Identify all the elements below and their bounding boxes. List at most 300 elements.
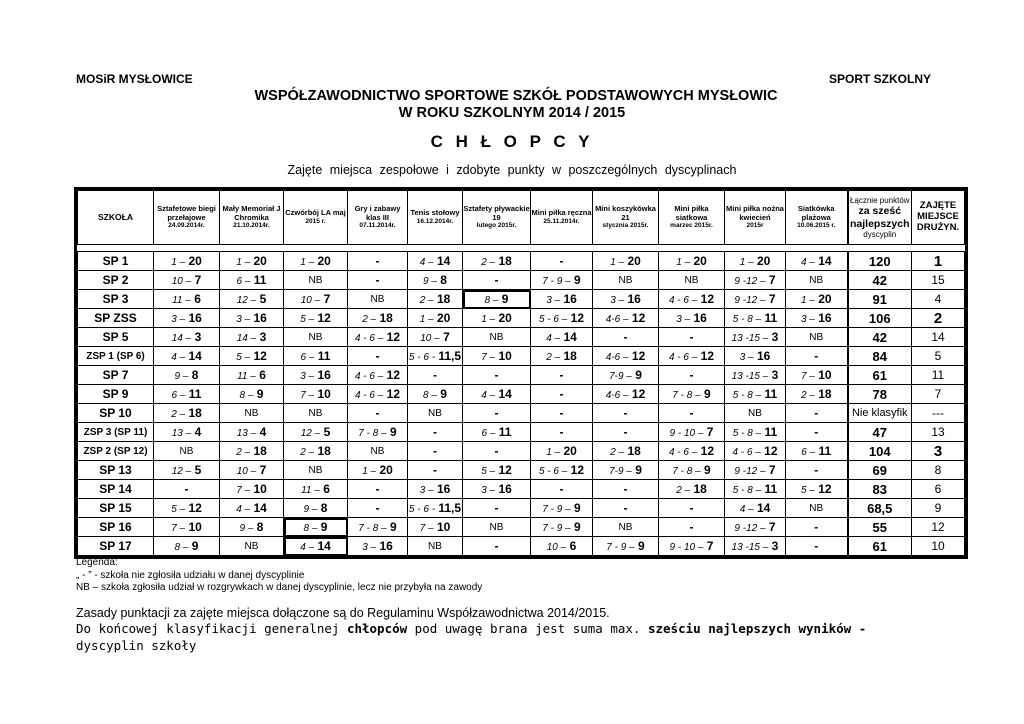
points-value: 12 — [631, 349, 646, 363]
points-value: 16 — [379, 539, 393, 553]
result-cell — [725, 366, 786, 385]
result-cell: NB — [408, 404, 463, 423]
result-cell — [725, 309, 786, 328]
final-place: 9 — [912, 499, 965, 518]
place-value: 7-9 – — [609, 466, 632, 477]
points-value: 7 — [706, 539, 714, 553]
result-cell — [463, 423, 531, 442]
discipline-name: Mini piłka nożna kwiecień — [726, 204, 784, 222]
place-value: 10 – — [420, 333, 440, 344]
place-value: 12 – — [236, 295, 257, 306]
points-value: 14 — [563, 330, 577, 344]
discipline-date: 2015r — [746, 222, 764, 230]
place-value: 3 – — [419, 485, 434, 496]
result-cell: - — [786, 461, 848, 480]
result-cell — [154, 499, 220, 518]
result-cell: NB — [786, 499, 848, 518]
classification-note-part2: pod uwagę brana jest suma max. — [407, 621, 648, 636]
points-value: 11,5 — [438, 349, 462, 363]
place-value: 1 – — [800, 295, 815, 306]
school-name: SP 1 — [78, 252, 154, 271]
place-value: 4 – — [419, 257, 434, 268]
result-cell: - — [154, 480, 220, 499]
place-value: 9 - 10 – — [669, 428, 704, 439]
school-name: ZSP 3 (SP 11) — [78, 423, 154, 442]
discipline-date: 2015 r. — [305, 218, 326, 226]
result-cell — [725, 423, 786, 442]
points-value: 18 — [693, 482, 707, 496]
result-cell: - — [659, 499, 725, 518]
place-value: 3 – — [739, 352, 754, 363]
points-value: 9 — [635, 368, 642, 382]
points-value: 3 — [771, 330, 779, 344]
place-value: 4 – — [300, 542, 315, 553]
school-name: SP 9 — [78, 385, 154, 404]
result-cell: NB — [284, 328, 348, 347]
result-cell — [408, 252, 463, 271]
place-value: 12 – — [300, 428, 321, 439]
school-name: SP 13 — [78, 461, 154, 480]
result-cell: - — [531, 366, 593, 385]
points-value: 9 — [704, 463, 711, 477]
points-value: 18 — [818, 387, 832, 401]
total-points: 84 — [848, 347, 912, 366]
result-cell: - — [408, 366, 463, 385]
classification-note-bold1: chłopców — [346, 621, 408, 636]
result-cell: - — [659, 518, 725, 537]
discipline-name: Sztafety pływackie 19 — [463, 204, 530, 222]
school-name: SP 14 — [78, 480, 154, 499]
place-value: 5 – — [481, 466, 496, 477]
gap-cell — [154, 245, 220, 252]
place-value: 2 – — [800, 390, 815, 401]
result-cell — [348, 518, 408, 537]
school-year-title: W ROKU SZKOLNYM 2014 / 2015 — [398, 105, 626, 121]
points-value: 9 — [440, 387, 447, 401]
result-cell: - — [531, 480, 593, 499]
scoring-rules-note: Zasady punktacji za zajęte miejsca dołączone są do Regulaminu Współzawodnictwa 2014/2015. — [76, 606, 610, 620]
discipline-name: Czwórbój LA maj — [285, 208, 346, 218]
final-place: --- — [912, 404, 965, 423]
result-cell — [284, 290, 348, 309]
place-value: 6 – — [300, 352, 315, 363]
school-name: SP 2 — [78, 271, 154, 290]
gap-cell — [848, 245, 912, 252]
results-table — [77, 190, 965, 556]
table-row — [78, 518, 965, 537]
points-value: 6 — [569, 539, 577, 553]
place-value: 4 - 6 – — [354, 371, 384, 382]
place-value: 9 – — [239, 523, 254, 534]
result-cell — [786, 366, 848, 385]
place-value: 13 -15 – — [731, 333, 769, 344]
result-cell — [284, 366, 348, 385]
result-cell — [463, 290, 531, 309]
points-value: 16 — [188, 311, 202, 325]
result-cell — [154, 271, 220, 290]
place-value: 4 - 6 – — [668, 352, 698, 363]
result-cell — [220, 518, 284, 537]
place-value: 7 – — [800, 371, 815, 382]
total-points: 55 — [848, 518, 912, 537]
result-cell — [786, 442, 848, 461]
place-value: 4-6 – — [605, 352, 629, 363]
result-cell — [593, 385, 659, 404]
place-value: 7 - 8 – — [358, 428, 387, 439]
points-value: 20 — [818, 292, 832, 306]
place-value: 1 – — [676, 257, 691, 268]
gap-cell — [531, 245, 593, 252]
total-header-top: Łącznie punktów — [849, 196, 910, 206]
points-value: 5 — [323, 425, 331, 439]
place-value: 8 – — [239, 390, 254, 401]
result-cell: NB — [154, 442, 220, 461]
result-cell: - — [408, 461, 463, 480]
result-cell — [154, 423, 220, 442]
points-value: 7 — [768, 463, 776, 477]
result-cell: NB — [593, 271, 659, 290]
result-cell: NB — [348, 290, 408, 309]
points-value: 6 — [259, 368, 266, 382]
result-cell — [408, 499, 463, 518]
result-cell: - — [348, 404, 408, 423]
place-value: 12 – — [171, 466, 192, 477]
place-value: 10 – — [300, 295, 321, 306]
points-value: 20 — [563, 444, 577, 458]
result-cell — [786, 252, 848, 271]
points-value: 12 — [253, 349, 267, 363]
result-cell — [659, 480, 725, 499]
total-points: 106 — [848, 309, 912, 328]
result-cell — [154, 537, 220, 556]
points-value: 14 — [756, 501, 771, 515]
place-value: 3 – — [300, 371, 315, 382]
result-cell — [220, 385, 284, 404]
result-cell — [531, 328, 593, 347]
place-value: 4 – — [800, 257, 815, 268]
result-cell: - — [786, 347, 848, 366]
points-value: 16 — [563, 292, 577, 306]
result-cell — [154, 290, 220, 309]
points-value: 7 — [443, 330, 450, 344]
result-cell — [408, 347, 463, 366]
result-cell — [659, 461, 725, 480]
points-value: 16 — [317, 368, 331, 382]
total-points-header — [848, 191, 912, 245]
classification-note-part3: dyscyplin szkoły — [76, 638, 197, 653]
place-value: 4 – — [171, 352, 186, 363]
place-value: 3 – — [171, 314, 186, 325]
result-cell: - — [463, 366, 531, 385]
points-value: 8 — [191, 368, 199, 382]
place-value: 7 – — [300, 390, 315, 401]
result-cell — [284, 499, 348, 518]
program-label: SPORT SZKOLNY — [829, 72, 932, 86]
place-value: 1 – — [481, 314, 496, 325]
points-value: 20 — [436, 311, 451, 325]
points-value: 7 — [768, 520, 776, 534]
result-cell — [725, 290, 786, 309]
points-value: 7 — [768, 273, 776, 287]
result-cell — [659, 252, 725, 271]
final-place: 3 — [912, 442, 965, 461]
discipline-header — [531, 191, 593, 245]
points-value: 7 — [259, 463, 267, 477]
place-value: 4 – — [739, 504, 754, 515]
final-place: 8 — [912, 461, 965, 480]
result-cell — [220, 252, 284, 271]
points-value: 4 — [194, 425, 202, 439]
place-value: 8 – — [303, 523, 318, 534]
points-value: 12 — [570, 463, 585, 477]
place-value: 13 -15 – — [731, 371, 769, 382]
table-row — [78, 366, 965, 385]
place-value: 4 - 6 – — [354, 333, 384, 344]
result-cell — [463, 480, 531, 499]
points-value: 16 — [253, 311, 267, 325]
result-cell — [725, 385, 786, 404]
result-cell: - — [348, 499, 408, 518]
gap-cell — [659, 245, 725, 252]
points-value: 9 — [390, 425, 397, 439]
points-value: 11 — [764, 482, 778, 496]
place-value: 2 – — [546, 352, 561, 363]
place-value: 5 – — [800, 485, 815, 496]
points-value: 3 — [771, 368, 779, 382]
points-value: 20 — [498, 311, 512, 325]
points-value: 9 — [574, 273, 581, 287]
points-value: 16 — [498, 482, 512, 496]
result-cell: - — [786, 518, 848, 537]
discipline-name: Mini piłka siatkowa — [674, 204, 709, 222]
discipline-header — [408, 191, 463, 245]
discipline-date: 16.12.2014r. — [416, 218, 454, 226]
place-value: 11 – — [237, 371, 256, 382]
place-value: 4 - 6 – — [732, 447, 761, 458]
result-cell — [659, 423, 725, 442]
place-value: 14 – — [171, 333, 192, 344]
result-cell — [593, 252, 659, 271]
points-value: 20 — [627, 254, 641, 268]
place-value: 1 – — [300, 257, 315, 268]
result-cell — [408, 290, 463, 309]
result-cell — [786, 480, 848, 499]
result-cell — [220, 309, 284, 328]
place-value: 1 – — [419, 314, 434, 325]
result-cell: NB — [463, 328, 531, 347]
result-cell — [348, 423, 408, 442]
final-place: 4 — [912, 290, 965, 309]
school-name: SP 10 — [78, 404, 154, 423]
gap-cell — [463, 245, 531, 252]
total-header-mid: za sześć najlepszych — [849, 205, 910, 230]
result-cell — [725, 518, 786, 537]
table-row — [78, 309, 965, 328]
classification-note-part1: Do końcowej klasyfikacji generalnej — [76, 621, 347, 636]
result-cell — [531, 271, 593, 290]
points-value: 14 — [253, 501, 267, 515]
points-value: 16 — [818, 311, 832, 325]
results-body — [78, 245, 965, 556]
result-cell: - — [531, 385, 593, 404]
points-value: 12 — [386, 368, 401, 382]
place-value: 3 – — [236, 314, 251, 325]
result-cell: - — [593, 499, 659, 518]
points-value: 12 — [570, 311, 585, 325]
result-cell — [531, 347, 593, 366]
points-value: 12 — [631, 387, 646, 401]
place-value: 2 – — [236, 447, 251, 458]
header-row — [78, 191, 965, 245]
result-cell — [220, 290, 284, 309]
place-value: 13 -15 – — [731, 542, 769, 553]
points-value: 9 — [256, 387, 264, 401]
place-value: 7 – — [236, 485, 251, 496]
final-place: 15 — [912, 271, 965, 290]
place-value: 3 – — [481, 485, 496, 496]
points-value: 18 — [627, 444, 641, 458]
results-table-frame — [74, 187, 968, 559]
result-cell — [284, 385, 348, 404]
result-cell — [408, 385, 463, 404]
result-cell: NB — [284, 271, 348, 290]
result-cell: - — [463, 271, 531, 290]
result-cell: - — [659, 366, 725, 385]
gap-cell — [912, 245, 965, 252]
place-value: 5 - 8 – — [732, 314, 762, 325]
place-value: 7 – — [171, 523, 186, 534]
points-value: 12 — [386, 330, 401, 344]
points-value: 10 — [253, 482, 267, 496]
result-cell — [154, 404, 220, 423]
points-value: 18 — [253, 444, 267, 458]
legend-nb-explanation: NB – szkoła zgłosiła udział w rozgrywkach w danej dyscyplinie, lecz nie przybyła na zawody — [76, 582, 483, 593]
result-cell — [593, 290, 659, 309]
school-name: SP ZSS — [78, 309, 154, 328]
points-value: 10 — [436, 520, 451, 534]
place-value: 10 – — [546, 542, 567, 553]
school-name: SP 17 — [78, 537, 154, 556]
result-cell: NB — [284, 404, 348, 423]
result-cell — [220, 347, 284, 366]
place-value: 4 - 6 – — [668, 447, 698, 458]
result-cell: - — [786, 423, 848, 442]
points-value: 9 — [501, 292, 509, 306]
result-cell — [659, 309, 725, 328]
place-value: 6 – — [801, 447, 816, 458]
table-row — [78, 385, 965, 404]
result-cell: NB — [220, 404, 284, 423]
discipline-date: 21.10.2014r. — [233, 222, 270, 230]
place-value: 7 - 9 – — [606, 542, 635, 553]
result-cell: - — [463, 499, 531, 518]
points-value: 12 — [317, 311, 331, 325]
points-value: 14 — [436, 254, 451, 268]
discipline-header — [348, 191, 408, 245]
final-place: 10 — [912, 537, 965, 556]
total-points: Nie klasyfik — [848, 404, 912, 423]
result-cell — [725, 328, 786, 347]
school-name: SP 5 — [78, 328, 154, 347]
result-cell — [284, 252, 348, 271]
points-value: 14 — [498, 387, 512, 401]
place-value: 2 – — [610, 447, 625, 458]
total-points: 47 — [848, 423, 912, 442]
points-value: 20 — [693, 254, 707, 268]
gap-cell — [78, 245, 154, 252]
points-value: 11 — [498, 425, 512, 439]
place-value: 10 – — [171, 276, 192, 287]
place-value: 6 – — [171, 390, 186, 401]
result-cell: NB — [463, 518, 531, 537]
points-value: 11 — [818, 444, 832, 458]
points-value: 20 — [253, 254, 267, 268]
result-cell — [220, 442, 284, 461]
points-value: 16 — [627, 292, 641, 306]
points-value: 3 — [194, 330, 202, 344]
result-cell: - — [593, 404, 659, 423]
result-cell — [531, 499, 593, 518]
points-value: 11,5 — [438, 501, 462, 515]
points-value: 7 — [706, 425, 714, 439]
final-place: 5 — [912, 347, 965, 366]
discipline-name: Tenis stołowy — [410, 208, 460, 218]
points-value: 18 — [379, 311, 393, 325]
result-cell — [725, 442, 786, 461]
result-cell: - — [531, 252, 593, 271]
result-cell — [659, 385, 725, 404]
place-value: 7-9 – — [609, 371, 632, 382]
points-value: 10 — [188, 520, 202, 534]
organization-label: MOSiR MYSŁOWICE — [76, 72, 193, 86]
category-title: C H Ł O P C Y — [430, 132, 594, 151]
discipline-header — [659, 191, 725, 245]
table-row — [78, 290, 965, 309]
place-value: 8 – — [423, 390, 437, 401]
discipline-header — [220, 191, 284, 245]
result-cell — [659, 537, 725, 556]
points-value: 16 — [756, 349, 771, 363]
points-value: 9 — [574, 520, 581, 534]
result-cell — [408, 518, 463, 537]
result-cell — [284, 347, 348, 366]
result-cell — [463, 385, 531, 404]
result-cell — [348, 461, 408, 480]
points-value: 18 — [317, 444, 331, 458]
points-value: 16 — [436, 482, 451, 496]
result-cell — [659, 290, 725, 309]
total-points: 42 — [848, 271, 912, 290]
place-value: 9 – — [423, 276, 437, 287]
place-value: 5 – — [236, 352, 251, 363]
header-gap — [78, 245, 965, 252]
result-cell — [593, 347, 659, 366]
result-cell — [154, 385, 220, 404]
result-cell — [725, 499, 786, 518]
result-cell — [659, 347, 725, 366]
points-value: 7 — [194, 273, 202, 287]
points-value: 8 — [320, 501, 328, 515]
result-cell: - — [348, 480, 408, 499]
result-cell: - — [463, 537, 531, 556]
final-place: 12 — [912, 518, 965, 537]
discipline-name: Sztafetowe biegi przełajowe — [157, 204, 216, 222]
place-value: 5 - 6 – — [538, 314, 568, 325]
points-value: 18 — [563, 349, 577, 363]
classification-note-bold2: sześciu najlepszych wyników - — [647, 621, 867, 636]
points-value: 12 — [700, 349, 715, 363]
place-value: 9 – — [174, 371, 189, 382]
